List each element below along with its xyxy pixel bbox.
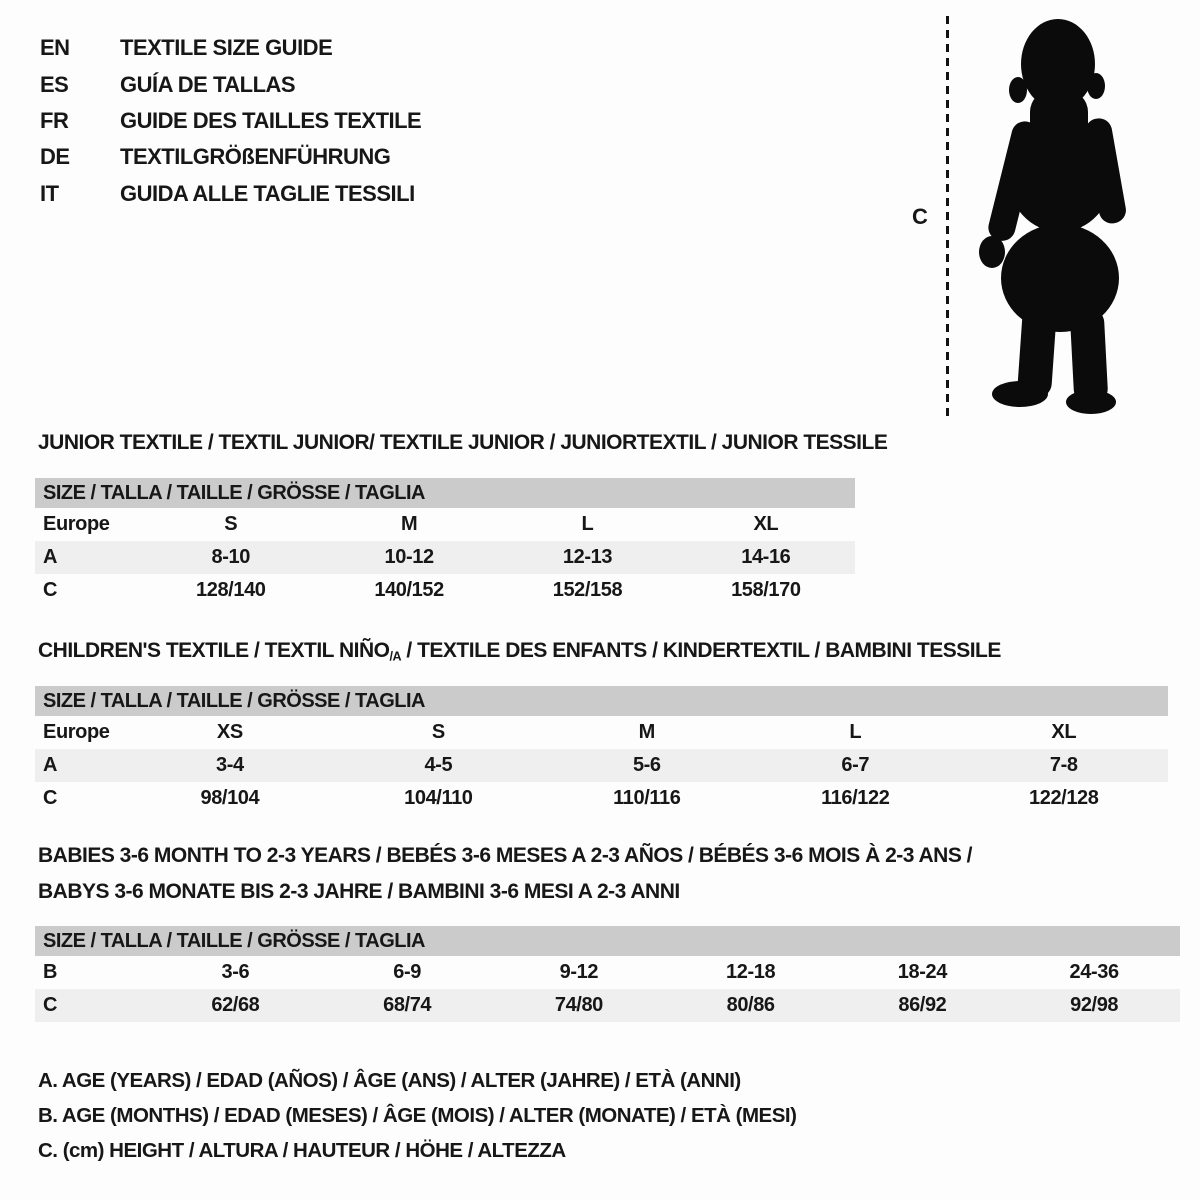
table-cell: M (400, 513, 418, 535)
size-header-bar: SIZE / TALLA / TAILLE / GRÖSSE / TAGLIA (35, 686, 1168, 716)
language-row-fr (40, 103, 421, 139)
table-cell: XS (216, 721, 243, 743)
table-cell: 12-18 (726, 961, 776, 983)
table-cell: 140/152 (374, 579, 444, 601)
language-list (40, 30, 421, 212)
table-cell: 9-12 (559, 961, 599, 983)
language-title: TEXTILGRÖßENFÜHRUNG (120, 144, 391, 170)
table-cell: 80/86 (726, 994, 775, 1016)
junior-size-table (35, 478, 855, 607)
junior-section-title: JUNIOR TEXTILE / TEXTIL JUNIOR/ TEXTILE JUNIOR / JUNIORTEXTIL / JUNIOR TESSILE (38, 431, 888, 454)
size-header-bar: SIZE / TALLA / TAILLE / GRÖSSE / TAGLIA (35, 926, 1180, 956)
toddler-silhouette-icon (960, 12, 1150, 422)
table-cell: C (43, 994, 58, 1016)
table-cell: 122/128 (1029, 787, 1099, 809)
language-code: FR (40, 107, 69, 133)
table-cell: L (849, 721, 862, 743)
table-cell: 7-8 (1049, 754, 1078, 776)
legend-line-b: B. AGE (MONTHS) / EDAD (MESES) / ÂGE (MOIS) / ALTER (MONATE) / ETÀ (MESI) (38, 1104, 797, 1127)
table-cell: 98/104 (200, 787, 260, 809)
table-cell: 3-6 (221, 961, 250, 983)
language-title: GUIDE DES TAILLES TEXTILE (120, 107, 422, 133)
table-cell: S (224, 513, 238, 535)
table-row-c (35, 989, 1180, 1022)
table-row-europe (35, 716, 1168, 749)
table-cell: Europe (43, 721, 110, 743)
table-cell: 116/122 (821, 787, 890, 809)
table-cell: A (43, 546, 58, 568)
children-title-subscript: /A (389, 649, 402, 664)
table-cell: C (43, 787, 58, 809)
language-code: DE (40, 144, 70, 170)
children-size-table (35, 686, 1168, 815)
table-cell: 12-13 (562, 546, 613, 568)
table-cell: 158/170 (731, 579, 801, 601)
table-cell: 86/92 (898, 994, 947, 1016)
table-cell: A (43, 754, 58, 776)
table-cell: 5-6 (632, 754, 661, 776)
table-cell: 128/140 (196, 579, 266, 601)
table-cell: 110/116 (613, 787, 681, 809)
table-cell: 62/68 (211, 994, 260, 1016)
language-title: TEXTILE SIZE GUIDE (120, 35, 333, 61)
table-cell: 152/158 (552, 579, 623, 601)
table-cell: 18-24 (897, 961, 947, 983)
table-cell: 8-10 (211, 546, 250, 568)
table-row-b (35, 956, 1180, 989)
table-row-c (35, 782, 1168, 815)
table-cell: XL (753, 513, 779, 535)
language-row-es (40, 66, 421, 102)
table-cell: 10-12 (384, 546, 434, 568)
language-code: ES (40, 71, 69, 97)
children-section-title (38, 639, 1001, 664)
table-cell: 6-9 (393, 961, 421, 983)
size-header-bar: SIZE / TALLA / TAILLE / GRÖSSE / TAGLIA (35, 478, 855, 508)
table-cell: 6-7 (841, 754, 870, 776)
language-row-de (40, 139, 421, 175)
babies-size-table (35, 926, 1180, 1022)
table-cell: S (431, 721, 445, 743)
language-row-en (40, 30, 421, 66)
table-cell: B (43, 961, 58, 983)
table-cell: 92/98 (1070, 994, 1119, 1016)
height-measure-dashed-line (946, 16, 949, 418)
language-title: GUIDA ALLE TAGLIE TESSILI (120, 180, 415, 206)
table-cell: XL (1051, 721, 1077, 743)
children-title-post: / TEXTILE DES ENFANTS / KINDERTEXTIL / BAMBINI TESSILE (401, 639, 1001, 662)
table-cell: 68/74 (383, 994, 432, 1016)
table-cell: Europe (43, 513, 110, 535)
babies-section-title-line2: BABYS 3-6 MONATE BIS 2-3 JAHRE / BAMBINI 3-6 MESI A 2-3 ANNI (38, 880, 680, 903)
table-cell: M (638, 721, 655, 743)
table-row-europe (35, 508, 855, 541)
table-row-c (35, 574, 855, 607)
legend (38, 1068, 796, 1173)
table-cell: 74/80 (554, 994, 603, 1016)
language-code: EN (40, 35, 70, 61)
table-cell: 24-36 (1069, 961, 1119, 983)
measure-label-c: C (912, 204, 928, 229)
language-code: IT (40, 180, 59, 206)
table-row-a (35, 541, 855, 574)
table-cell: 3-4 (216, 754, 244, 776)
legend-line-c: C. (cm) HEIGHT / ALTURA / HAUTEUR / HÖHE / ALTEZZA (38, 1139, 566, 1162)
babies-section-title-line1: BABIES 3-6 MONTH TO 2-3 YEARS / BEBÉS 3-6 MESES A 2-3 AÑOS / BÉBÉS 3-6 MOIS À 2-3 ANS / (38, 844, 973, 867)
table-row-a (35, 749, 1168, 782)
language-title: GUÍA DE TALLAS (120, 71, 296, 97)
table-cell: 104/110 (404, 787, 473, 809)
table-cell: L (581, 513, 594, 535)
table-cell: 4-5 (424, 754, 453, 776)
children-title-pre: CHILDREN'S TEXTILE / TEXTIL NIÑO (38, 639, 390, 662)
table-cell: 14-16 (741, 546, 791, 568)
language-row-it (40, 176, 421, 212)
table-cell: C (43, 579, 58, 601)
legend-line-a: A. AGE (YEARS) / EDAD (AÑOS) / ÂGE (ANS) / ALTER (JAHRE) / ETÀ (ANNI) (38, 1069, 741, 1092)
